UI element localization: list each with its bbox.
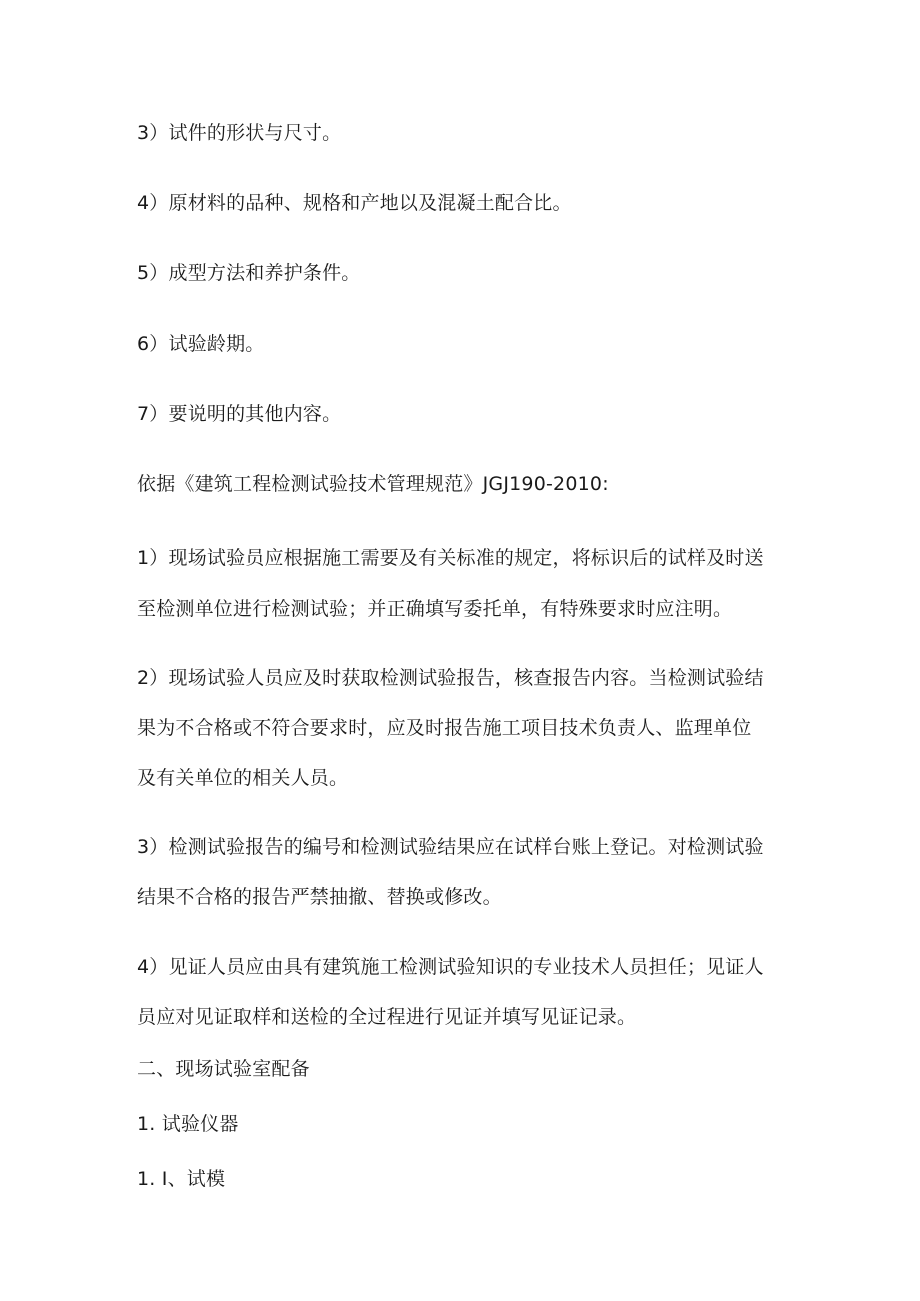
- section-heading-lab-equipment: 二、现场试验室配备: [137, 1058, 310, 1080]
- text-line-spec-age: 6）试验龄期。: [137, 333, 265, 355]
- text-line-rule2-b: 果为不合格或不符合要求时，应及时报告施工项目技术负责人、监理单位: [137, 717, 752, 739]
- text-line-rule1-a: 1）现场试验员应根据施工需要及有关标准的规定，将标识后的试样及时送: [137, 547, 764, 569]
- text-line-spec-shape: 3）试件的形状与尺寸。: [137, 122, 342, 144]
- subsection-heading-instruments: 1. 试验仪器: [137, 1113, 239, 1135]
- text-line-rule3-b: 结果不合格的报告严禁抽撤、替换或修改。: [137, 886, 502, 908]
- text-line-spec-other: 7）要说明的其他内容。: [137, 403, 342, 425]
- text-line-rule4-b: 员应对见证取样和送检的全过程进行见证并填写见证记录。: [137, 1006, 637, 1028]
- text-line-rule1-b: 至检测单位进行检测试验；并正确填写委托单，有特殊要求时应注明。: [137, 598, 733, 620]
- text-line-standard-ref: 依据《建筑工程检测试验技术管理规范》JGJ190-2010:: [137, 473, 609, 495]
- text-line-rule4-a: 4）见证人员应由具有建筑施工检测试验知识的专业技术人员担任；见证人: [137, 956, 764, 978]
- subsection-heading-test-molds: 1. I、试模: [137, 1168, 226, 1190]
- text-line-rule2-a: 2）现场试验人员应及时获取检测试验报告，核查报告内容。当检测试验结: [137, 667, 764, 689]
- text-line-spec-curing: 5）成型方法和养护条件。: [137, 262, 361, 284]
- text-line-rule3-a: 3）检测试验报告的编号和检测试验结果应在试样台账上登记。对检测试验: [137, 836, 764, 858]
- text-line-rule2-c: 及有关单位的相关人员。: [137, 767, 349, 789]
- text-line-spec-materials: 4）原材料的品种、规格和产地以及混凝土配合比。: [137, 192, 572, 214]
